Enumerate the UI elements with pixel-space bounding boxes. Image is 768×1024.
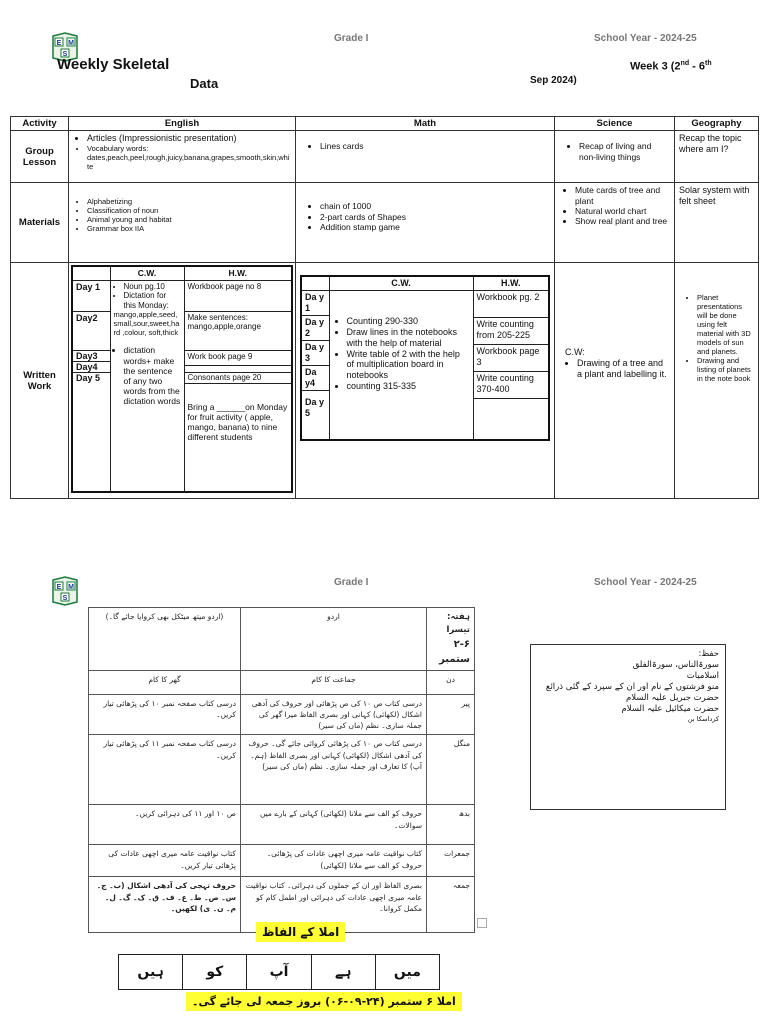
- urdu-date-label: ۲-۶ ستمبر: [439, 638, 470, 665]
- school-logo-icon: [49, 576, 81, 606]
- imla-word: میں: [375, 955, 439, 990]
- math-cw-column: [329, 291, 473, 441]
- svg-text:M: M: [68, 40, 74, 47]
- math-day-label: Da y 1: [302, 291, 329, 316]
- svg-text:S: S: [62, 595, 68, 602]
- imla-word: آپ: [247, 955, 311, 990]
- english-group-item: • Articles (Impressionistic presentation): [87, 133, 291, 144]
- english-material-item: • Alphabetizing: [87, 197, 291, 206]
- svg-text:M: M: [68, 584, 74, 591]
- math-material-item: • chain of 1000: [320, 201, 550, 211]
- urdu-day: بدھ: [427, 805, 475, 845]
- svg-text:E: E: [56, 40, 62, 47]
- day-label: Day 1: [73, 281, 110, 312]
- urdu-week-label: ہفتہ: تیسرا: [446, 612, 470, 635]
- week-label: Week 3 (2nd - 6th: [630, 60, 712, 73]
- day-label: Day 5: [76, 372, 101, 383]
- page-title-line1: Weekly Skeletal: [57, 56, 170, 73]
- urdu-cw: درسی کتاب ص ۱۰ کی ص پڑھائی اور حروف کی آدھی اشکال (لکھائی) کہانی اور بصری الفاظ میرا گھر کی جملہ سازی۔ نظم (ماں کی سیر): [241, 694, 427, 735]
- math-day-label: Da y 5: [305, 397, 325, 418]
- urdu-col-cw: جماعت کا کام: [241, 670, 427, 694]
- cell-math-materials: [296, 183, 555, 263]
- imla-words-table: [118, 954, 440, 990]
- dictation-words: mango,apple,seed,small,sour,sweet,hard ,colour, soft,thick: [113, 310, 180, 338]
- grade-label-page2: Grade I: [334, 577, 369, 588]
- math-days-column: [301, 291, 329, 441]
- urdu-day: منگل: [427, 735, 475, 805]
- header-math: Math: [296, 117, 555, 131]
- urdu-col-hw: گھر کا کام: [89, 670, 241, 694]
- urdu-cw: حروف کو الف سے ملانا (لکھائی) کہانی کے بارے میں سوالات۔: [241, 805, 427, 845]
- hifz-line: اسلامیات: [686, 671, 719, 682]
- geography-written-item: • Planet presentations will be done using felt material with 3D models of sun and planets.: [697, 293, 754, 356]
- row-label-materials: Materials: [11, 183, 69, 263]
- math-day-label: Da y 2: [302, 316, 329, 341]
- cell-science-written: [555, 263, 675, 499]
- math-hw-header: H.W.: [473, 276, 549, 290]
- cell-english-written: [69, 263, 296, 499]
- english-hw-item: Workbook page no 8: [185, 281, 292, 312]
- imla-word: ہے: [311, 955, 375, 990]
- day-label: Day4: [73, 362, 110, 373]
- english-cw-item: • Dictation for this Monday:: [124, 291, 181, 310]
- math-group-item: • Lines cards: [320, 141, 550, 151]
- english-hw-header: H.W.: [184, 266, 292, 280]
- row-materials: [11, 183, 759, 263]
- urdu-row-thursday: [89, 845, 475, 877]
- science-group-item: • Recap of living and non-living things: [579, 141, 670, 161]
- math-hw-item: Write counting from 205-225: [474, 318, 549, 345]
- row-group-lesson: [11, 131, 759, 183]
- english-cw-column: [110, 280, 184, 492]
- row-label-written-work: Written Work: [11, 263, 69, 499]
- header-english: English: [69, 117, 296, 131]
- english-group-item: • Vocabulary words:: [87, 144, 291, 153]
- math-cw-item: • Counting 290-330: [347, 316, 470, 327]
- row-label-group-lesson: Group Lesson: [11, 131, 69, 183]
- weekly-plan-table: [10, 116, 759, 499]
- hifz-line: سورۃالناس، سورۃالفلق: [632, 660, 719, 671]
- hifz-line: منو فرشتوں کے نام اور ان کے سپرد کے گئی ذرائع: [545, 682, 719, 693]
- imla-word: کو: [183, 955, 247, 990]
- cell-geography-group: Recap the topic where am I?: [675, 131, 759, 183]
- science-material-item: • Show real plant and tree: [575, 216, 670, 226]
- urdu-hw: حروف تہجی کی آدھی اشکال (ب۔ ج۔ س۔ ص۔ ط۔ ع۔ ف۔ ق۔ ک۔ گ۔ ل۔ م۔ ن۔ ی) لکھیں۔: [89, 877, 241, 933]
- school-year-label: School Year - 2024-25: [594, 33, 697, 44]
- urdu-cw: درسی کتاب ص ۱۰ کی پڑھائی کروائی جائے گی۔ حروف کی آدھی اشکال (لکھائی) کہانی اور بصری الفاظ (ہم۔ آپ) کا تعارف اور جملہ سازی۔ نظم (ماں کی سیر): [241, 735, 427, 805]
- svg-text:E: E: [56, 584, 62, 591]
- english-cw-header: C.W.: [110, 266, 184, 280]
- math-material-item: • 2-part cards of Shapes: [320, 212, 550, 222]
- english-days-column: [72, 280, 110, 492]
- math-hw-item: Write counting 370-400: [474, 372, 549, 399]
- hifz-islamiat-box: [530, 644, 726, 810]
- urdu-col-day: دن: [427, 670, 475, 694]
- urdu-cw: بصری الفاظ اور ان کے جملوں کی دہرائی۔ کتاب نواقیت عامہ میری اچھی عادات کی دہرائی اور اطمل کام کو مکمل کروانا۔: [241, 877, 427, 933]
- school-year-label-page2: School Year - 2024-25: [594, 577, 697, 588]
- cell-english-materials: [69, 183, 296, 263]
- row-written-work: [11, 263, 759, 499]
- science-material-item: • Natural world chart: [575, 206, 670, 216]
- math-day-label: Da y 3: [302, 341, 329, 366]
- math-material-item: • Addition stamp game: [320, 222, 550, 232]
- urdu-day: پیر: [427, 694, 475, 735]
- cell-science-group: [555, 131, 675, 183]
- english-material-item: • Grammar box IIA: [87, 224, 291, 233]
- science-cw-label: C.W:: [565, 347, 585, 358]
- english-cw-item: • dictation words+ make the sentence of any two words from the dictation words: [124, 345, 181, 406]
- imla-word: ہیں: [119, 955, 183, 990]
- header-geography: Geography: [675, 117, 759, 131]
- english-hw-item: Bring a ______on Monday for fruit activity ( apple, mango, banana) to nine different students: [187, 401, 288, 443]
- urdu-row-tuesday: [89, 735, 475, 805]
- day-label: Day3: [73, 351, 110, 362]
- geography-written-item: • Drawing and listing of planets in the note book: [697, 356, 754, 383]
- urdu-subject: اردو: [241, 608, 427, 671]
- svg-text:S: S: [62, 51, 68, 58]
- hifz-line: حضرت میکائیل علیہ السلام: [621, 704, 719, 715]
- page-title-line2: Data: [190, 76, 219, 91]
- grade-label: Grade I: [334, 33, 369, 44]
- cell-math-group: [296, 131, 555, 183]
- math-written-inner-table: [300, 275, 550, 441]
- hifz-title: حفظ:: [698, 649, 719, 659]
- hifz-line: کرداسکا بن: [687, 715, 719, 724]
- hifz-line: حضرت جبریل علیہ السلام: [625, 693, 719, 704]
- urdu-hw: درسی کتاب صفحہ نمبر ۱۱ کی پڑھائی تیار کریں۔: [89, 735, 241, 805]
- day-label: Day2: [73, 312, 110, 351]
- cell-math-written: [296, 263, 555, 499]
- urdu-week-cell: [427, 608, 475, 671]
- header-science: Science: [555, 117, 675, 131]
- english-material-item: • Classification of noun: [87, 206, 291, 215]
- math-cw-item: • Write table of 2 with the help of multiplication board in notebooks: [347, 349, 470, 381]
- urdu-note: (اردو میتھ میٹکل بھی کروایا جائے گا۔): [89, 608, 241, 671]
- imla-footer: املا ۶ ستمبر (۲۴-۰۹-۰۶) بروز جمعہ لی جائے گی۔: [186, 992, 462, 1011]
- header-activity: Activity: [11, 117, 69, 131]
- english-vocab-words: dates,peach,peel,rough,juicy,banana,grapes,smooth,skin,white: [87, 153, 290, 172]
- math-cw-item: • counting 315-335: [347, 381, 470, 392]
- urdu-day: جمعرات: [427, 845, 475, 877]
- math-day-label: Da y4: [302, 366, 329, 391]
- english-hw-item: Consonants page 20: [185, 372, 292, 384]
- cell-geography-materials: Solar system with felt sheet: [675, 183, 759, 263]
- urdu-plan-table: [88, 607, 475, 933]
- english-hw-item: Work book page 9: [185, 351, 292, 366]
- english-hw-item: Make sentences: mango,apple,orange: [185, 312, 292, 351]
- cell-science-materials: [555, 183, 675, 263]
- cell-english-group: [69, 131, 296, 183]
- math-hw-item: Workbook pg. 2: [474, 291, 549, 318]
- sep-label: Sep 2024): [530, 75, 577, 86]
- math-cw-header: C.W.: [329, 276, 473, 290]
- english-written-inner-table: [71, 265, 293, 493]
- english-cw-item: • Noun pg.10: [124, 282, 181, 292]
- urdu-hw: کتاب نواقیت عامہ میری اچھی عادات کی پڑھائی تیار کریں۔: [89, 845, 241, 877]
- science-cw-item: • Drawing of a tree and a plant and labelling it.: [577, 358, 670, 380]
- math-hw-item: Workbook page 3: [474, 345, 549, 372]
- urdu-row-monday: [89, 694, 475, 735]
- urdu-hw: درسی کتاب صفحہ نمبر ۱۰ کی پڑھائی تیار کریں۔: [89, 694, 241, 735]
- urdu-day: جمعہ: [427, 877, 475, 933]
- urdu-hw: ص ۱۰ اور ۱۱ کی دہرائی کریں۔: [89, 805, 241, 845]
- science-material-item: • Mute cards of tree and plant: [575, 185, 670, 205]
- table-resize-handle: [477, 918, 487, 928]
- cell-geography-written: [675, 263, 759, 499]
- urdu-row-wednesday: [89, 805, 475, 845]
- english-material-item: • Animal young and habitat: [87, 215, 291, 224]
- math-cw-item: • Draw lines in the notebooks with the help of material: [347, 327, 470, 349]
- urdu-cw: کتاب نواقیت عامہ میری اچھی عادات کی پڑھائی۔ حروف کو الف سے ملانا (لکھائی): [241, 845, 427, 877]
- math-hw-column: [473, 291, 549, 441]
- imla-heading: املا کے الفاظ: [256, 922, 345, 942]
- english-hw-column: [184, 280, 292, 492]
